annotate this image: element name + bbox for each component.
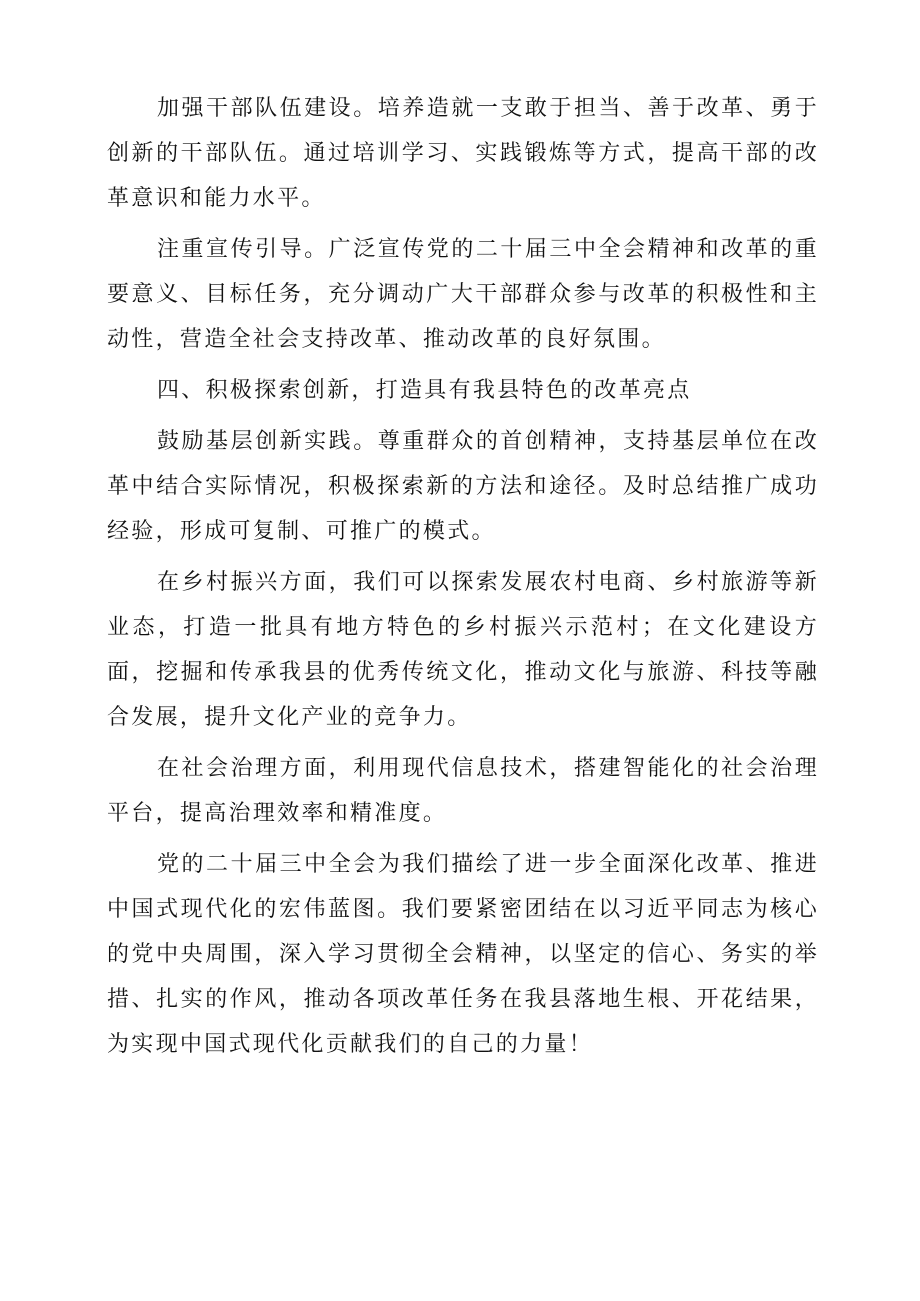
paragraph-publicity: 注重宣传引导。广泛宣传党的二十届三中全会精神和改革的重要意义、目标任务，充分调动广大干部群众参与改革的积极性和主动性，营造全社会支持改革、推动改革的良好氛围。: [107, 237, 819, 352]
paragraph-conclusion: 党的二十届三中全会为我们描绘了进一步全面深化改革、推进中国式现代化的宏伟蓝图。我们要紧密团结在以习近平同志为核心的党中央周围，深入学习贯彻全会精神，以坚定的信心、务实的举措、扎实的作风，推动各项改革任务在我县落地生根、开花结果，为实现中国式现代化贡献我们的自己的力量！: [107, 852, 819, 1057]
paragraph-grassroots-innovation: 鼓励基层创新实践。尊重群众的首创精神，支持基层单位在改革中结合实际情况，积极探索新的方法和途径。及时总结推广成功经验，形成可复制、可推广的模式。: [107, 429, 819, 544]
section-heading-four: 四、积极探索创新，打造具有我县特色的改革亮点: [157, 378, 692, 403]
document-body: [107, 86, 819, 1073]
paragraph-rural-culture: 在乡村振兴方面，我们可以探索发展农村电商、乡村旅游等新业态，打造一批具有地方特色的乡村振兴示范村；在文化建设方面，挖掘和传承我县的优秀传统文化，推动文化与旅游、科技等融合发展，提升文化产业的竞争力。: [107, 570, 819, 730]
paragraph-social-governance: 在社会治理方面，利用现代信息技术，搭建智能化的社会治理平台，提高治理效率和精准度。: [107, 756, 819, 826]
paragraph-cadre-team: 加强干部队伍建设。培养造就一支敢于担当、善于改革、勇于创新的干部队伍。通过培训学习、实践锻炼等方式，提高干部的改革意识和能力水平。: [107, 96, 819, 211]
